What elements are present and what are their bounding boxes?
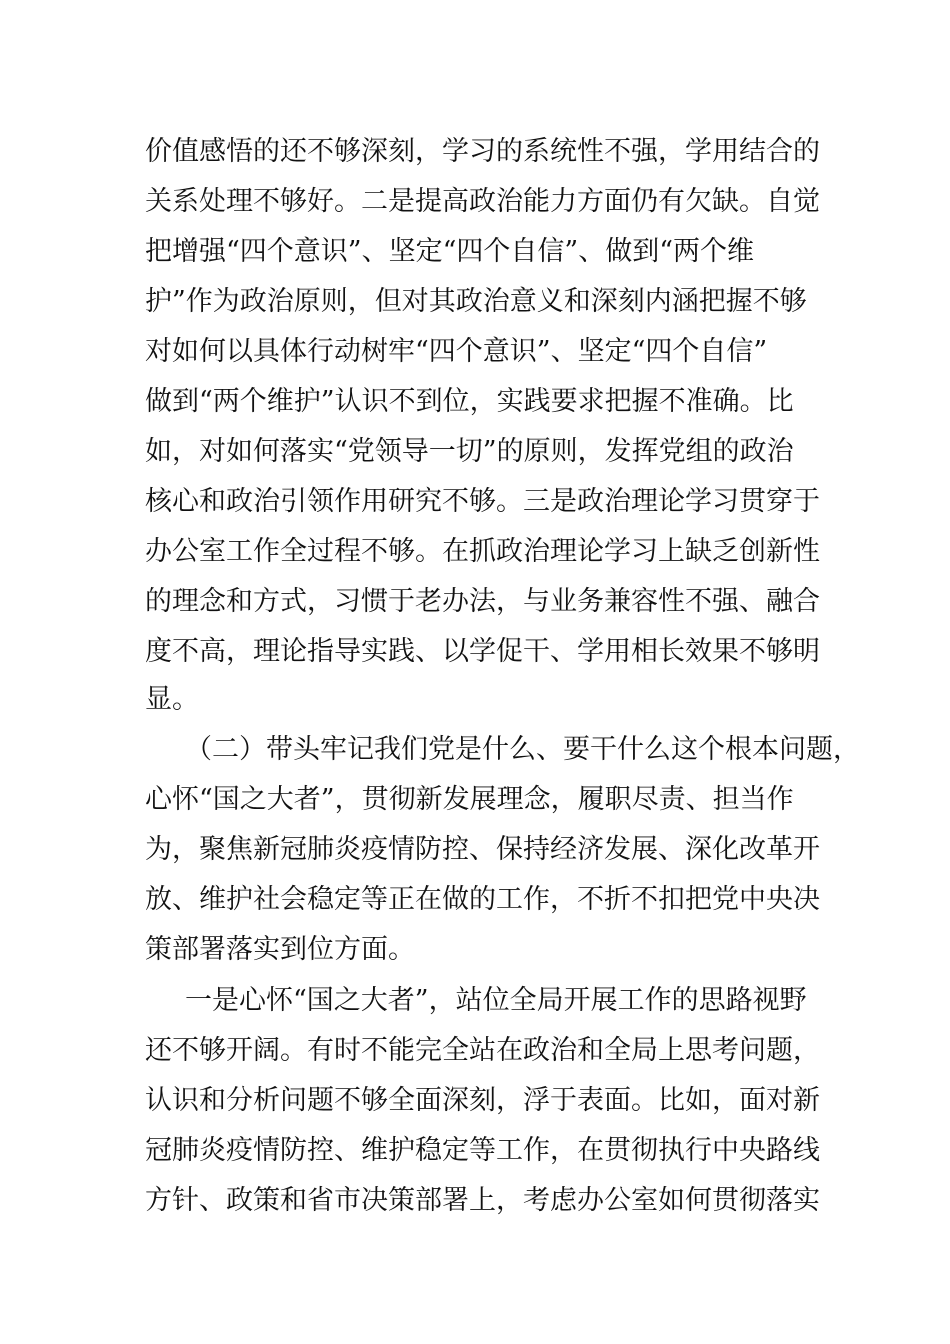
text-line: 方针、政策和省市决策部署上，考虑办公室如何贯彻落实 — [145, 1185, 820, 1216]
text-line: 如，对如何落实“党领导一切”的原则，发挥党组的政治 — [145, 436, 794, 467]
text-line: 做到“两个维护”认识不到位，实践要求把握不准确。比 — [145, 386, 794, 417]
text-line: 认识和分析问题不够全面深刻，浮于表面。比如，面对新 — [145, 1085, 820, 1116]
text-line: 对如何以具体行动树牢“四个意识”、坚定“四个自信” — [145, 336, 768, 367]
text-line: 显。 — [145, 684, 199, 715]
section-heading-line: （二）带头牢记我们党是什么、要干什么这个根本问题， — [185, 734, 860, 765]
text-line: 价值感悟的还不够深刻，学习的系统性不强，学用结合的 — [145, 136, 820, 167]
text-line: 为，聚焦新冠肺炎疫情防控、保持经济发展、深化改革开 — [145, 834, 820, 865]
text-line: 度不高，理论指导实践、以学促干、学用相长效果不够明 — [145, 636, 820, 667]
text-line: 把增强“四个意识”、坚定“四个自信”、做到“两个维 — [145, 236, 755, 267]
text-line: 策部署落实到位方面。 — [145, 934, 415, 965]
text-line: 放、维护社会稳定等正在做的工作，不折不扣把党中央决 — [145, 884, 820, 915]
text-line: 办公室工作全过程不够。在抓政治理论学习上缺乏创新性 — [145, 536, 820, 567]
text-line: 的理念和方式，习惯于老办法，与业务兼容性不强、融合 — [145, 586, 820, 617]
text-line: 冠肺炎疫情防控、维护稳定等工作，在贯彻执行中央路线 — [145, 1135, 820, 1166]
text-line: 核心和政治引领作用研究不够。三是政治理论学习贯穿于 — [145, 486, 820, 517]
text-line: 心怀“国之大者”，贯彻新发展理念，履职尽责、担当作 — [145, 784, 794, 815]
text-line: 关系处理不够好。二是提高政治能力方面仍有欠缺。自觉 — [145, 186, 820, 217]
text-line: 护”作为政治原则，但对其政治意义和深刻内涵把握不够 — [145, 286, 807, 317]
paragraph-first-line: 一是心怀“国之大者”，站位全局开展工作的思路视野 — [185, 985, 807, 1016]
text-line: 还不够开阔。有时不能完全站在政治和全局上思考问题， — [145, 1035, 820, 1066]
